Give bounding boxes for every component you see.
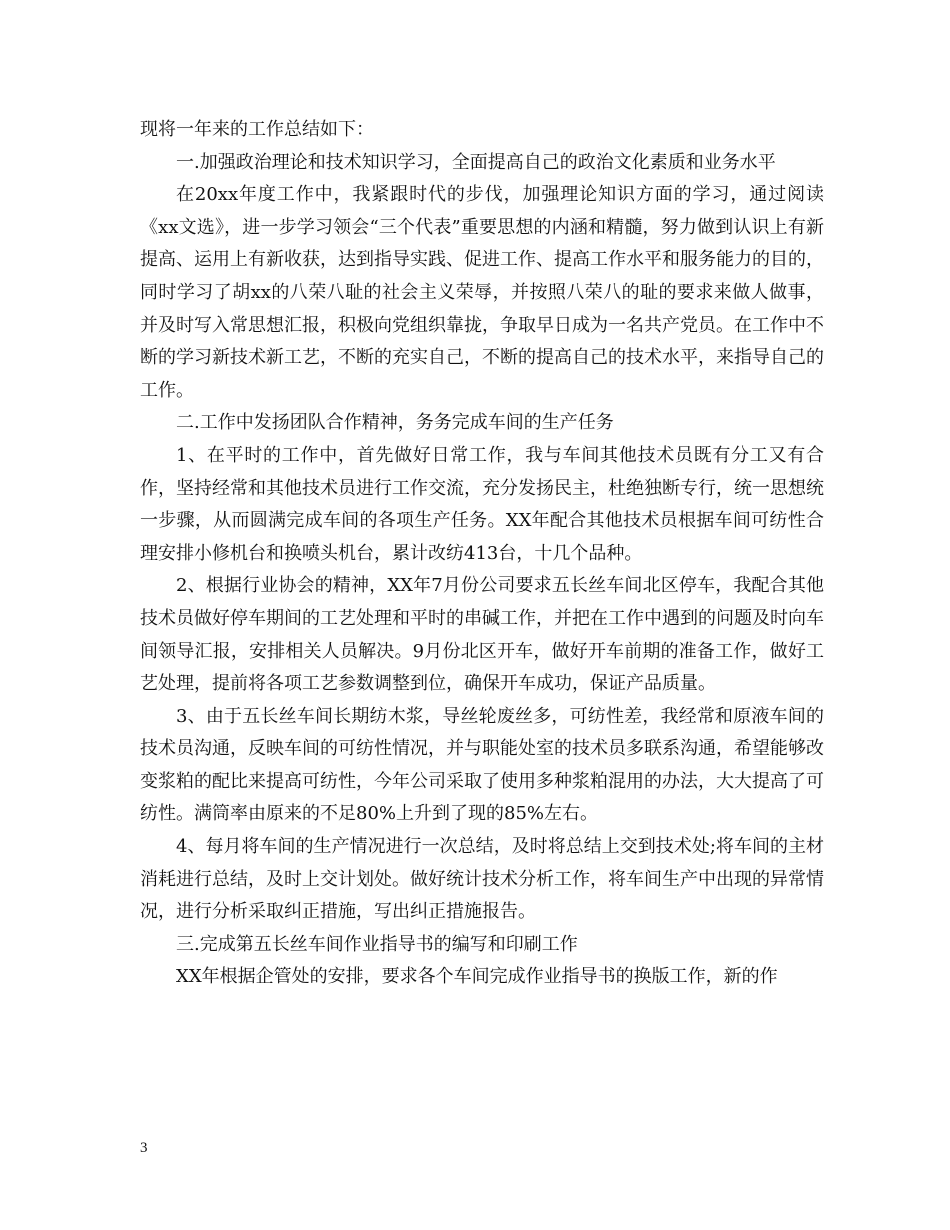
document-body	[140, 114, 824, 994]
paragraph-study: 在20xx年度工作中，我紧跟时代的步伐，加强理论知识方面的学习，通过阅读《xx文选》，进一步学习领会“三个代表”重要思想的内涵和精髓，努力做到认识上有新提高、运用上有新收获，达到指导实践、促进工作、提高工作水平和服务能力的目的，同时学习了胡xx的八荣八耻的社会主义荣辱，并按照八荣八的耻的要求来做人做事，并及时写入常思想汇报，积极向党组织靠拢，争取早日成为一名共产党员。在工作中不断的学习新技术新工艺，不断的充实自己，不断的提高自己的技术水平，来指导自己的工作。	[140, 184, 824, 401]
paragraph-item-1: 1、在平时的工作中，首先做好日常工作，我与车间其他技术员既有分工又有合作，坚持经常和其他技术员进行工作交流，充分发扬民主，杜绝独断专行，统一思想统一步骤，从而圆满完成车间的各项生产任务。XX年配合其他技术员根据车间可纺性合理安排小修机台和换喷头机台，累计改纺413台，十几个品种。	[140, 444, 824, 564]
section-heading-3: 三.完成第五长丝车间作业指导书的编写和印刷工作	[176, 933, 578, 955]
section-heading-1: 一.加强政治理论和技术知识学习，全面提高自己的政治文化素质和业务水平	[176, 151, 776, 173]
paragraph-item-4: 4、每月将车间的生产情况进行一次总结，及时将总结上交到技术处;将车间的主材消耗进行总结，及时上交计划处。做好统计技术分析工作，将车间生产中出现的异常情况，进行分析采取纠正措施，写出纠正措施报告。	[140, 836, 824, 923]
paragraph-manual: XX年根据企管处的安排，要求各个车间完成作业指导书的换版工作，新的作	[176, 966, 778, 988]
paragraph-intro: 现将一年来的工作总结如下：	[140, 119, 374, 140]
page-number: 3	[140, 1140, 148, 1156]
section-heading-2: 二.工作中发扬团队合作精神，务务完成车间的生产任务	[176, 412, 614, 434]
paragraph-item-3: 3、由于五长丝车间长期纺木浆，导丝轮废丝多，可纺性差，我经常和原液车间的技术员沟通，反映车间的可纺性情况，并与职能处室的技术员多联系沟通，希望能够改变浆粕的配比来提高可纺性，今年公司采取了使用多种浆粕混用的办法，大大提高了可纺性。满筒率由原来的不足80%上升到了现的85%左右。	[140, 705, 824, 825]
paragraph-item-2: 2、根据行业协会的精神，XX年7月份公司要求五长丝车间北区停车，我配合其他技术员做好停车期间的工艺处理和平时的串碱工作，并把在工作中遇到的问题及时向车间领导汇报，安排相关人员解决。9月份北区开车，做好开车前期的准备工作，做好工艺处理，提前将各项工艺参数调整到位，确保开车成功，保证产品质量。	[140, 575, 824, 695]
